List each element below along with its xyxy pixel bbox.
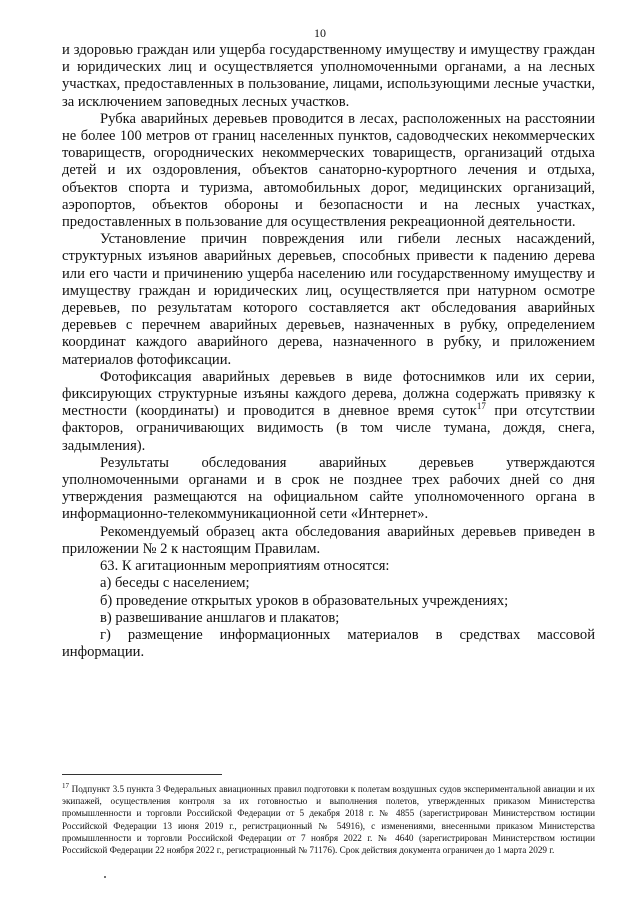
paragraph-survey-results: Результаты обследования аварийных деревьев утверждаются уполномоченными органами и в срок не позднее трех рабочих дней со дня утверждения размещаются на официальном сайте уполномоченного органа в информационно-телекоммуникационной сети «Интернет».	[62, 454, 595, 523]
footnote-reference: 17	[476, 401, 486, 412]
list-item-g: г) размещение информационных материалов в средствах массовой информации.	[62, 626, 595, 661]
footnote	[62, 783, 595, 856]
paragraph-continuation: и здоровью граждан или ущерба государственному имуществу и имуществу граждан и юридических лиц и осуществляется уполномоченными органами, а на лесных участках, предоставленных в пользование, лицами, использующими лесные участки, за исключением заповедных лесных участков.	[62, 42, 595, 110]
footnote-text: Подпункт 3.5 пункта 3 Федеральных авиационных правил подготовки к полетам воздушных судов экспериментальной авиации и их экипажей, осуществления контроля за их готовностью и выполнения полетов, утвержденных приказом Министерства промышленности и торговли Российской Федерации от 5 декабря 2018 г. № 4855 (зарегистрирован Министерством юстиции Российской Федерации 13 июня 2019 г., регистрационный № 54916), с изменениями, внесенными приказом Министерства промышленности и торговли Российской Федерации от 7 ноября 2022 г. № 4640 (зарегистрирован Министерством юстиции Российской Федерации 22 ноября 2022 г., регистрационный № 71176). Срок действия документа ограничен до 1 марта 2029 г.	[62, 784, 595, 856]
page-number: 10	[314, 26, 326, 40]
paragraph-damage-causes: Установление причин повреждения или гибели лесных насаждений, структурных изъянов аварийных деревьев, способных привести к падению дерева или его части и причинению ущерба населению или государственному имуществу и имуществу граждан и юридических лиц, осуществляется при натурном осмотре деревьев, по результатам которого составляется акт обследования аварийных деревьев с перечнем аварийных деревьев, назначенных в рубку, определением координат каждого аварийного дерева, назначенного в рубку, и приложением материалов фотофиксации.	[62, 231, 595, 368]
list-item-b: б) проведение открытых уроков в образовательных учреждениях;	[100, 592, 509, 609]
list-item-a: а) беседы с населением;	[100, 575, 250, 592]
footnote-separator	[62, 774, 222, 775]
paragraph-photo-fixation	[62, 369, 595, 455]
footnote-marker: 17	[62, 781, 69, 790]
photo-fixation-text-continued: при отсутствии факторов, ограничивающих видимость (в том числе тумана, дождя, снега, задымления).	[62, 403, 595, 454]
scan-speck	[104, 876, 106, 878]
paragraph-item-63: 63. К агитационным мероприятиям относятся:	[100, 558, 390, 575]
list-item-v: в) развешивание аншлагов и плакатов;	[100, 609, 340, 626]
photo-fixation-text: Фотофиксация аварийных деревьев в виде фотоснимков или их серии, фиксирующих структурные изъяны каждого дерева, должна содержать привязку к местности (координаты) и проводится в дневное время суток	[62, 368, 595, 420]
paragraph-sample-act: Рекомендуемый образец акта обследования аварийных деревьев приведен в приложении № 2 к настоящим Правилам.	[62, 523, 595, 557]
paragraph-felling-locations: Рубка аварийных деревьев проводится в лесах, расположенных на расстоянии не более 100 метров от границ населенных пунктов, садоводческих некоммерческих товариществ, огороднических некоммерческих товариществ, организаций отдыха детей и их оздоровления, объектов санаторно-курортного лечения и отдыха, объектов спорта и туризма, автомобильных дорог, медицинских организаций, аэропортов, объектов обороны и безопасности и на лесных участках, предоставленных в пользование для осуществления рекреационной деятельности.	[62, 110, 595, 231]
document-body	[62, 42, 595, 661]
